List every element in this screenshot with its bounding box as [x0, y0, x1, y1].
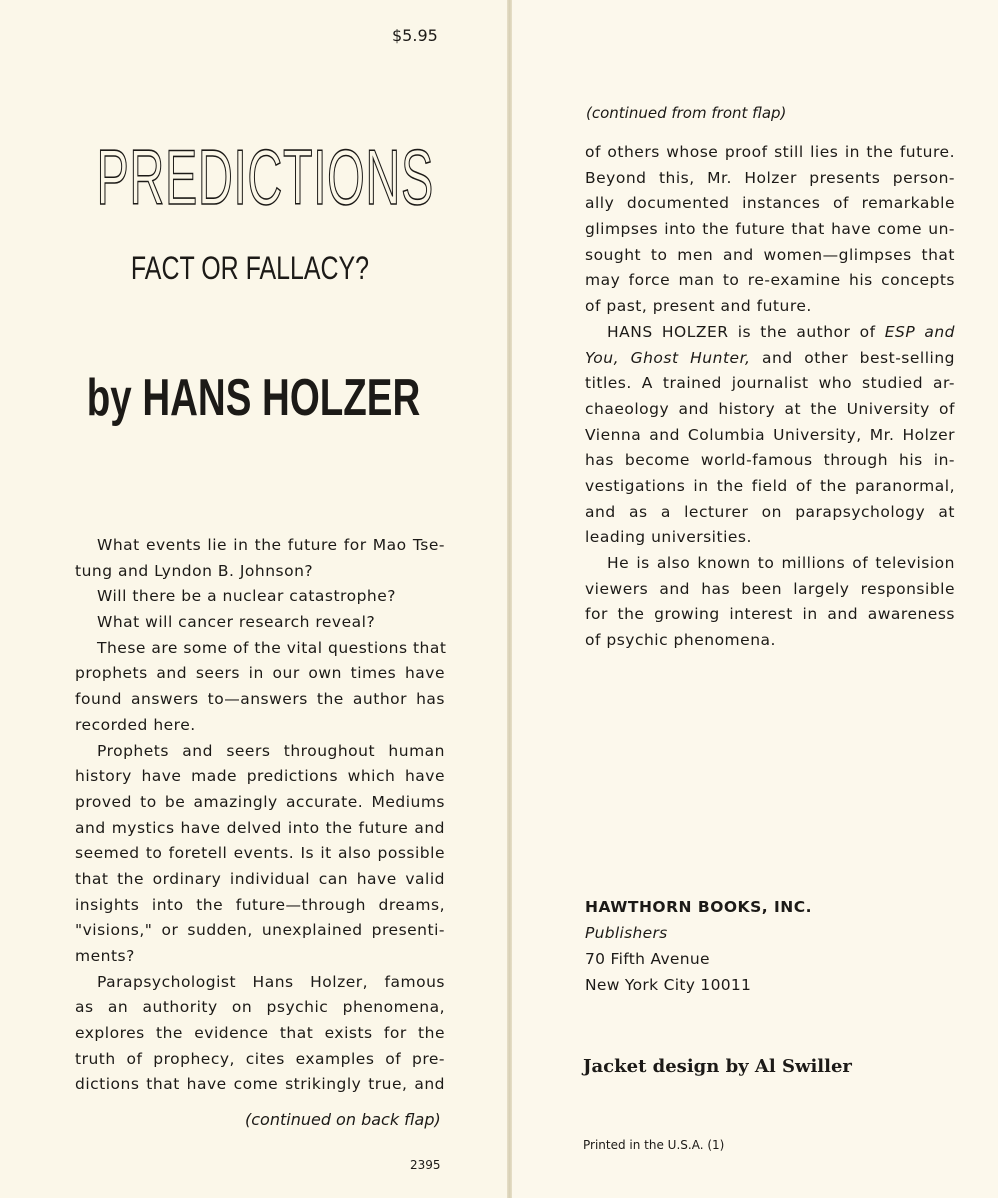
text-line: of past, present and future.: [585, 297, 812, 316]
text-line: These are some of the vital questions that: [97, 638, 447, 657]
text-line: insights into the future—through dreams,: [75, 895, 445, 914]
text-line: may force man to re-examine his concepts: [585, 271, 955, 290]
text-line: that the ordinary individual can have valid: [75, 869, 445, 888]
text-line: dictions that have come strikingly true, and: [75, 1075, 445, 1094]
text-line: seemed to foretell events. Is it also possible: [75, 844, 445, 863]
text-span: and other best-selling: [750, 348, 955, 367]
text-line: leading universities.: [585, 528, 752, 547]
jacket-design-credit: Jacket design by Al Swiller: [583, 1056, 852, 1077]
text-line: of others whose proof still lies in the future.: [585, 143, 955, 161]
continued-from-front-flap: (continued from front flap): [586, 104, 787, 122]
text-line: ments?: [75, 947, 135, 965]
text-line: "visions," or sudden, unexplained presenti-: [75, 921, 445, 940]
text-line: prophets and seers in our own times have: [75, 664, 445, 683]
text-line: vestigations in the field of the paranormal,: [585, 476, 955, 495]
text-line: as an authority on psychic phenomena,: [75, 998, 445, 1017]
text-line: for the growing interest in and awareness: [585, 605, 955, 624]
text-line: proved to be amazingly accurate. Mediums: [75, 792, 445, 811]
text-line: viewers and has been largely responsible: [585, 579, 955, 598]
publisher-block: [585, 894, 812, 998]
text-line: tung and Lyndon B. Johnson?: [75, 561, 314, 580]
text-line: titles. A trained journalist who studied ar-: [585, 374, 955, 393]
text-line: What will cancer research reveal?: [97, 613, 376, 632]
text-line: ally documented instances of remarkable: [585, 194, 955, 213]
author-line: by HANS HOLZER: [86, 369, 421, 427]
text-line: explores the evidence that exists for the: [75, 1024, 445, 1043]
text-line: He is also known to millions of television: [607, 554, 955, 572]
price: $5.95: [392, 26, 438, 45]
text-line: chaeology and history at the University of: [585, 399, 955, 418]
publisher-name: HAWTHORN BOOKS, INC.: [585, 898, 813, 916]
publisher-address-city: New York City 10011: [585, 976, 752, 994]
text-line: What events lie in the future for Mao Tse-: [97, 536, 445, 554]
text-line: and as a lecturer on parapsychology at: [585, 502, 955, 521]
text-line: sought to men and women—glimpses that: [585, 245, 955, 264]
text-line: Will there be a nuclear catastrophe?: [97, 587, 396, 606]
book-subtitle: FACT OR FALLACY?: [130, 250, 370, 286]
text-line: [585, 320, 955, 346]
text-line: truth of prophecy, cites examples of pre-: [75, 1049, 445, 1068]
book-title-mention: ESP and: [884, 322, 955, 341]
publisher-role: Publishers: [585, 924, 668, 942]
continued-on-back-flap: (continued on back flap): [245, 1110, 441, 1129]
text-line: history have made predictions which have: [75, 767, 445, 786]
text-line: Prophets and seers throughout human: [97, 741, 445, 760]
text-line: Beyond this, Mr. Holzer presents person-: [585, 168, 955, 187]
book-title: PREDICTIONS: [96, 133, 434, 221]
text-line: and mystics have delved into the future and: [75, 818, 445, 837]
book-code: 2395: [410, 1158, 441, 1172]
text-line: of psychic phenomena.: [585, 631, 776, 650]
text-line: has become world-famous through his in-: [585, 451, 955, 470]
text-line: recorded here.: [75, 715, 196, 734]
text-line: Parapsychologist Hans Holzer, famous: [97, 972, 445, 991]
front-flap-description: [75, 533, 445, 1098]
text-line: found answers to—answers the author has: [75, 690, 445, 709]
book-title-mention: You, Ghost Hunter,: [585, 348, 751, 367]
text-span: HANS HOLZER is the author of: [607, 322, 885, 341]
back-flap-description: [585, 140, 955, 654]
text-line: Vienna and Columbia University, Mr. Holzer: [585, 425, 955, 444]
publisher-address-street: 70 Fifth Avenue: [585, 950, 710, 968]
text-line: [585, 346, 955, 372]
text-line: glimpses into the future that have come un-: [585, 220, 955, 239]
printed-in-note: Printed in the U.S.A. (1): [583, 1138, 725, 1152]
